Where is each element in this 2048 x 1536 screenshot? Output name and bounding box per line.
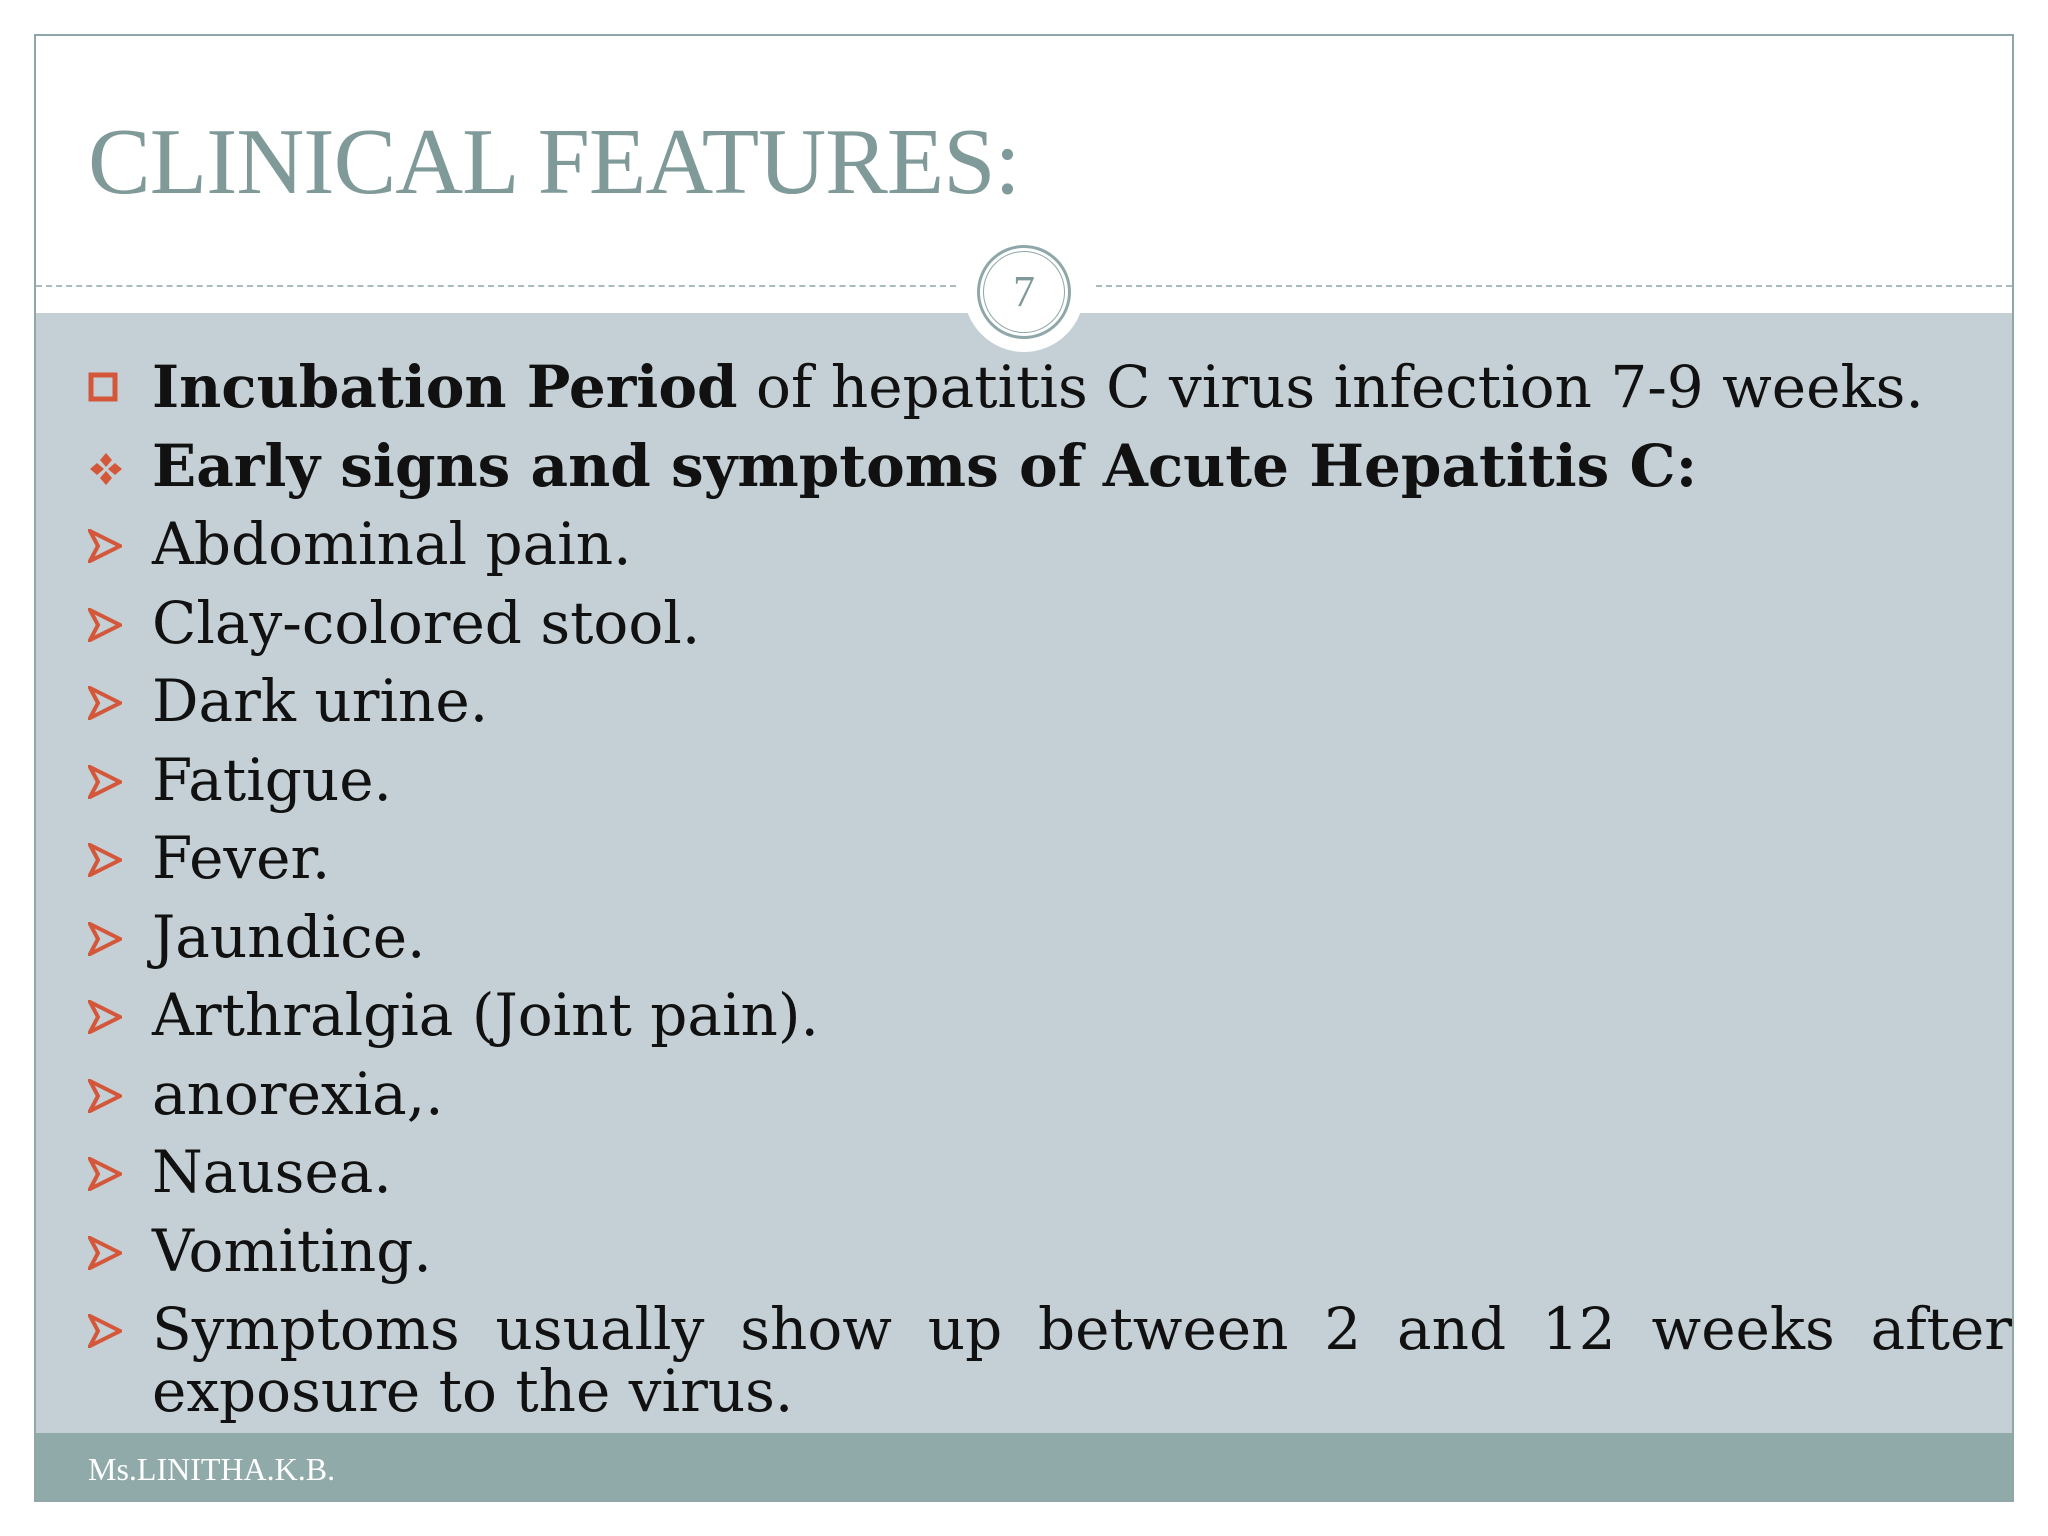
item-text: anorexia,. [152,1059,444,1128]
item-text: Dark urine. [152,667,489,735]
arrowhead-icon [88,741,136,819]
list-item [88,348,1988,427]
slide [34,34,2014,1502]
list-item [88,505,1988,584]
arrowhead-icon [88,1133,136,1211]
list-item [88,662,1988,741]
arrowhead-icon [88,976,136,1054]
list-item [88,976,1988,1055]
bullet-list [88,348,2012,1425]
item-text: Fever. [152,824,331,892]
item-text: Symptoms usually show up between 2 and 12 weeks after exposure to the virus. [152,1295,2012,1425]
page-number-badge [964,232,1084,352]
item-text: Jaundice. [152,902,426,971]
list-item [88,427,1988,506]
item-text: Vomiting. [152,1216,432,1285]
divider-right [1096,285,2012,287]
arrowhead-icon [88,1055,136,1133]
page-number: 7 [1013,267,1035,316]
list-item [88,1133,1988,1212]
arrowhead-icon [88,898,136,976]
arrowhead-icon [88,1212,136,1290]
arrowhead-icon [88,1290,136,1368]
hollow-square-icon [88,348,136,426]
item-text: Arthralgia (Joint pain). [152,981,819,1049]
arrowhead-icon [88,505,136,583]
slide-title: CLINICAL FEATURES: [88,110,1020,214]
list-item [88,741,1988,820]
list-item [88,584,1988,663]
author-name: Ms.LINITHA.K.B. [88,1451,336,1487]
list-item [88,1055,1988,1134]
four-diamond-icon [88,427,136,505]
arrowhead-icon [88,584,136,662]
item-bold-text: Incubation Period [152,353,738,421]
item-text: Nausea. [152,1138,392,1206]
footer-bar [36,1433,2012,1502]
item-text: Fatigue. [152,745,392,814]
item-bold-text: Early signs and symptoms of Acute Hepatitis C: [152,431,1698,500]
arrowhead-icon [88,819,136,897]
divider-left [36,285,956,287]
list-item [88,898,1988,977]
list-item [88,1290,2012,1425]
item-text: Abdominal pain. [152,510,632,578]
item-text: of hepatitis C virus infection 7-9 weeks. [737,353,1924,421]
arrowhead-icon [88,662,136,740]
list-item [88,819,1988,898]
list-item [88,1212,1988,1291]
item-text: Clay-colored stool. [152,588,701,657]
